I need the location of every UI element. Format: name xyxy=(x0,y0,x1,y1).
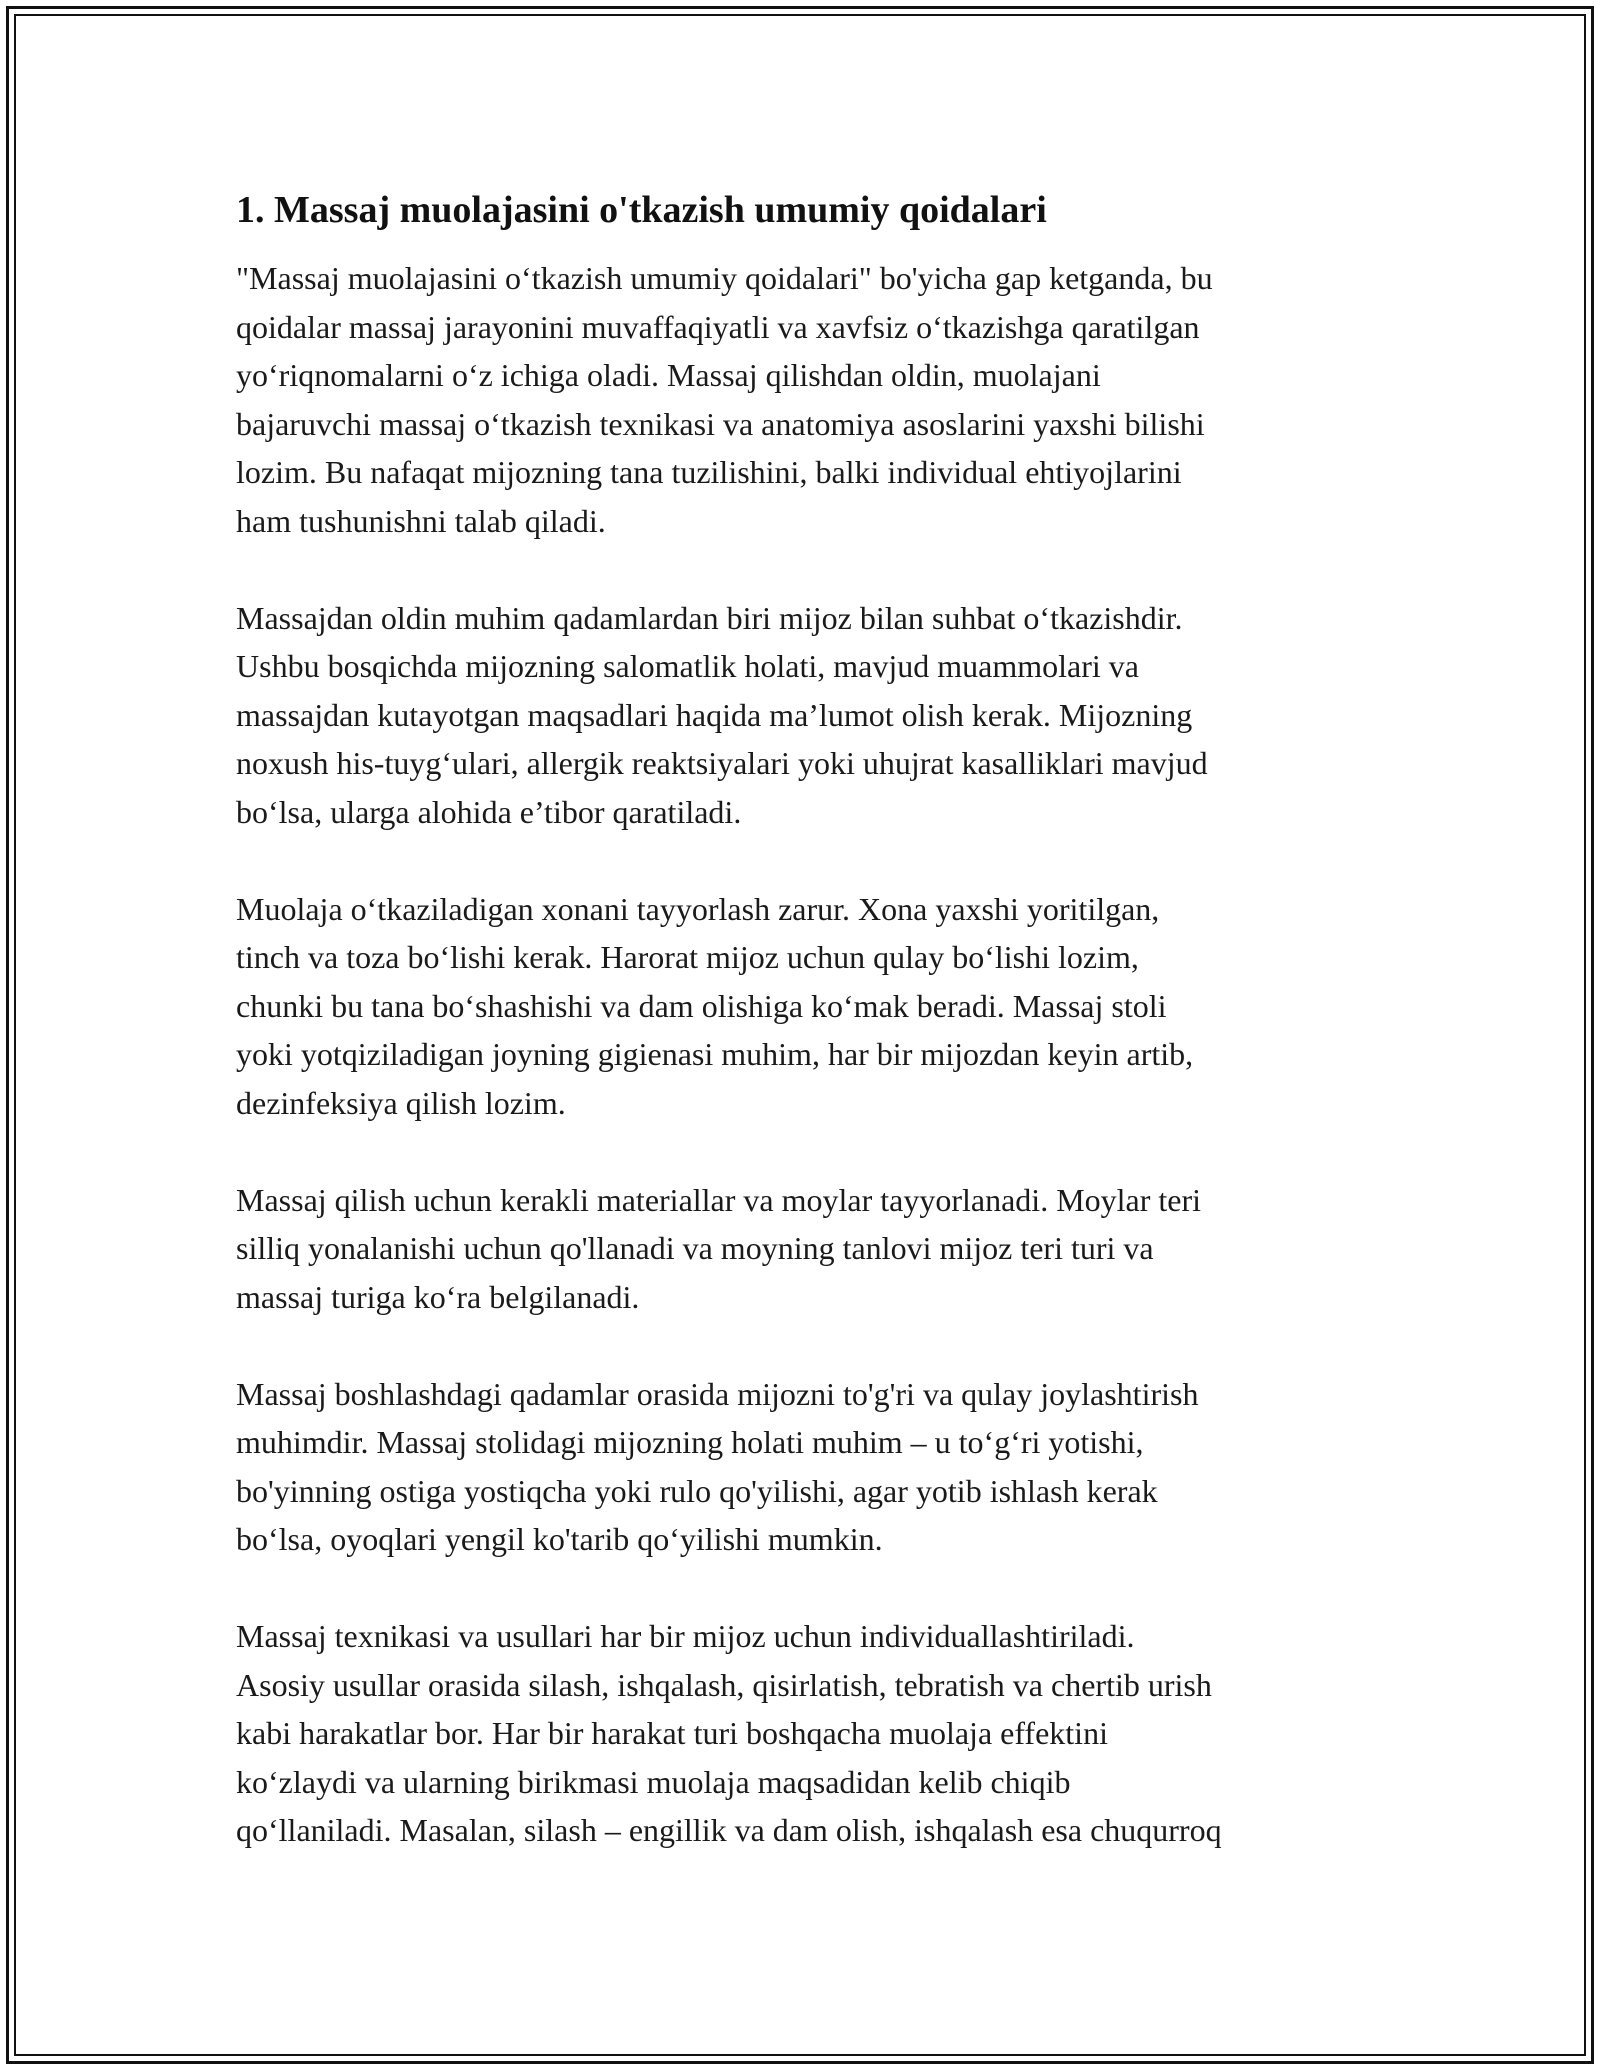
paragraph-5 xyxy=(236,1370,1416,1564)
text-line: kabi harakatlar bor. Har bir harakat turi boshqacha muolaja effektini xyxy=(236,1715,1108,1751)
text-line: Ushbu bosqichda mijozning salomatlik holati, mavjud muammolari va xyxy=(236,648,1139,684)
text-line: qoidalar massaj jarayonini muvaffaqiyatli va xavfsiz o‘tkazishga qaratilgan xyxy=(236,308,1200,345)
text-line: bo'yinning ostiga yostiqcha yoki rulo qo'yilishi, agar yotib ishlash kerak xyxy=(236,1472,1158,1509)
text-line: yo‘riqnomalarni o‘z ichiga oladi. Massaj qilishdan oldin, muolajani xyxy=(236,357,1101,393)
paragraph-1 xyxy=(236,254,1416,545)
text-line: Asosiy usullar orasida silash, ishqalash, qisirlatish, tebratish va chertib urish xyxy=(236,1666,1212,1703)
text-line: massajdan kutayotgan maqsadlari haqida ma’lumot olish kerak. Mijozning xyxy=(236,696,1193,733)
text-line: Muolaja o‘tkaziladigan xonani tayyorlash zarur. Xona yaxshi yoritilgan, xyxy=(236,890,1160,927)
text-line: Massaj qilish uchun kerakli materiallar va moylar tayyorlanadi. Moylar teri xyxy=(236,1181,1202,1218)
text-line: ko‘zlaydi va ularning birikmasi muolaja maqsadidan kelib chiqib xyxy=(236,1763,1071,1800)
text-line: bo‘lsa, ularga alohida e’tibor qaratiladi. xyxy=(236,793,742,830)
document-body xyxy=(236,186,1416,1903)
text-line: Massaj boshlashdagi qadamlar orasida mijozni to'g'ri va qulay joylashtirish xyxy=(236,1375,1199,1412)
paragraph-3 xyxy=(236,885,1416,1128)
text-line: bajaruvchi massaj o‘tkazish texnikasi va anatomiya asoslarini yaxshi bilishi xyxy=(236,405,1205,442)
text-line: Massajdan oldin muhim qadamlardan biri mijoz bilan suhbat o‘tkazishdir. xyxy=(236,599,1183,636)
text-line: chunki bu tana bo‘shashishi va dam olishiga ko‘mak beradi. Massaj stoli xyxy=(236,987,1167,1024)
text-line: Massaj texnikasi va usullari har bir mijoz uchun individuallashtiriladi. xyxy=(236,1618,1135,1654)
text-line: tinch va toza bo‘lishi kerak. Harorat mijoz uchun qulay bo‘lishi lozim, xyxy=(236,939,1139,975)
text-line: lozim. Bu nafaqat mijozning tana tuzilishini, balki individual ehtiyojlarini xyxy=(236,454,1182,490)
paragraph-2 xyxy=(236,594,1416,837)
text-line: noxush his-tuyg‘ulari, allergik reaktsiyalari yoki uhujrat kasalliklari mavjud xyxy=(236,745,1208,781)
text-line: yoki yotqiziladigan joyning gigienasi muhim, har bir mijozdan keyin artib, xyxy=(236,1036,1194,1072)
text-line: silliq yonalanishi uchun qo'llanadi va moyning tanlovi mijoz teri turi va xyxy=(236,1230,1154,1266)
text-line: qo‘llaniladi. Masalan, silash – engillik va dam olish, ishqalash esa chuqurroq xyxy=(236,1812,1222,1848)
text-line: massaj turiga ko‘ra belgilanadi. xyxy=(236,1278,640,1315)
paragraph-6 xyxy=(236,1612,1416,1855)
text-line: "Massaj muolajasini o‘tkazish umumiy qoidalari" bo'yicha gap ketganda, bu xyxy=(236,260,1213,296)
text-line: bo‘lsa, oyoqlari yengil ko'tarib qo‘yilishi mumkin. xyxy=(236,1521,883,1557)
text-line: dezinfeksiya qilish lozim. xyxy=(236,1084,566,1121)
text-line: ham tushunishni talab qiladi. xyxy=(236,502,606,539)
section-heading: 1. Massaj muolajasini o'tkazish umumiy qoidalari xyxy=(236,189,1047,231)
text-line: muhimdir. Massaj stolidagi mijozning holati muhim – u to‘g‘ri yotishi, xyxy=(236,1424,1144,1460)
paragraph-4 xyxy=(236,1176,1416,1322)
